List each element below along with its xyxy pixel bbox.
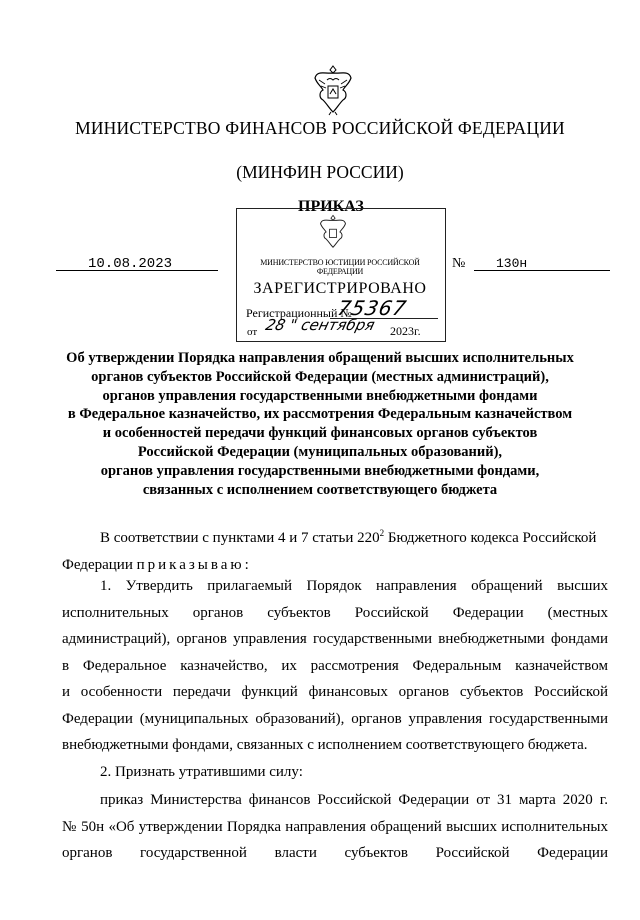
body-line (62, 520, 608, 552)
body-line: и особенности передачи функций финансовых органов субъектов Российской (62, 684, 608, 700)
body-line: Федерации (муниципальных образований), органов управления государственными (62, 710, 608, 727)
stamp-ministry: МИНИСТЕРСТВО ЮСТИЦИИ РОССИЙСКОЙ ФЕДЕРАЦИИ (260, 258, 420, 276)
ministry-short-name: (МИНФИН РОССИИ) (236, 162, 404, 182)
title-line: органов субъектов Российской Федерации (местных администраций), (91, 368, 549, 385)
coat-of-arms-icon (313, 64, 353, 116)
date-underline (56, 270, 218, 271)
stamp-registered: ЗАРЕГИСТРИРОВАНО (253, 280, 427, 297)
preamble-text-cont: Бюджетного кодекса Российской (384, 530, 597, 546)
title-line: Российской Федерации (муниципальных образований), (137, 443, 503, 460)
body-line: внебюджетными фондами, связанных с исполнением соответствующего бюджета. (62, 737, 588, 753)
document-title (40, 349, 600, 499)
preamble (62, 520, 608, 578)
order-number: 130н (496, 256, 528, 271)
repeal-paragraph (62, 787, 608, 867)
title-line: связанных с исполнением соответствующего бюджета (142, 481, 498, 498)
body-line: 2. Признать утратившими силу: (100, 764, 303, 780)
body-line: исполнительных органов субъектов Российской Федерации (местных (62, 604, 608, 621)
stamp-year: 2023г. (390, 324, 421, 338)
body-line: в Федеральное казначейство, их рассмотрения Федеральным казначейством (62, 657, 608, 674)
stamp-coat-of-arms-icon (318, 214, 348, 250)
stamp-handwritten-date: 28 " сентября (263, 316, 377, 334)
article-superscript: 2 (379, 528, 385, 538)
item-1 (62, 573, 608, 759)
stamp-reg-number: 75367 (335, 296, 410, 320)
body-line: 1. Утвердить прилагаемый Порядок направления обращений высших (100, 578, 608, 594)
stamp-date-prefix: от (247, 326, 258, 338)
title-line: в Федеральное казначейство, их рассмотрения Федеральным казначейством (67, 406, 573, 423)
title-line: Об утверждении Порядка направления обращений высших исполнительных (66, 350, 574, 366)
title-line: органов управления государственными внебюджетными фондами, (100, 462, 540, 479)
title-line: и особенностей передачи функций финансовых органов субъектов (102, 425, 538, 442)
preamble-text: В соответствии с пунктами 4 и 7 статьи 220 (100, 530, 380, 546)
order-word: приказываю: (136, 556, 252, 573)
item-2 (62, 759, 608, 786)
number-label: № (452, 256, 466, 271)
document-type: ПРИКАЗ (298, 198, 364, 215)
body-line: № 50н «Об утверждении Порядка направления обращений высших исполнительных (62, 818, 608, 835)
preamble-text-end: Федерации (62, 556, 137, 573)
body-line: органов государственной власти субъектов Российской Федерации (62, 845, 608, 861)
body-line: приказ Министерства финансов Российской Федерации от 31 марта 2020 г. (100, 792, 608, 808)
number-underline (474, 270, 610, 271)
stamp-reg-label: Регистрационный № (246, 306, 352, 320)
body-line: администраций), органов управления государственными внебюджетными фондами (62, 631, 608, 647)
title-line: органов управления государственными внебюджетными фондами (102, 387, 538, 404)
ministry-name: МИНИСТЕРСТВО ФИНАНСОВ РОССИЙСКОЙ ФЕДЕРАЦИИ (75, 118, 565, 138)
order-date: 10.08.2023 (88, 256, 173, 272)
